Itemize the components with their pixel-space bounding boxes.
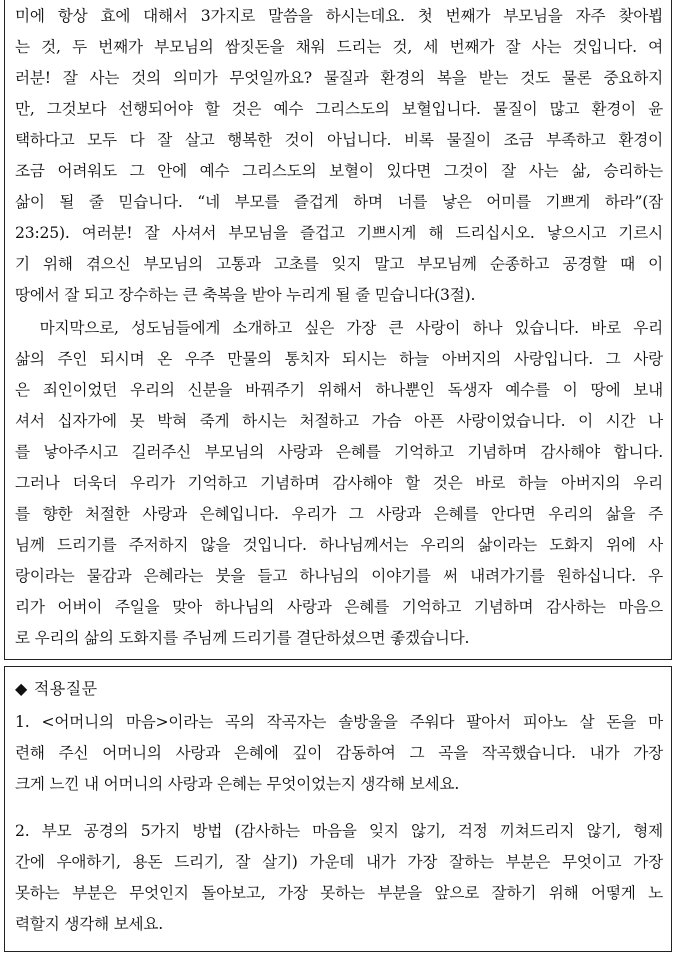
sermon-text-box	[4, 0, 672, 660]
text-line: 랑이라는 물감과 은혜라는 붓을 들고 하나님의 이야기를 써 내려가기를 원하십니다. 우	[15, 567, 663, 585]
text-line: 리가 어버이 주일을 맞아 하나님의 사랑과 은혜를 기억하고 기념하며 감사하는 마음으	[15, 598, 663, 616]
text-line: 를 낳아주시고 길러주신 부모님의 사랑과 은혜를 기억하고 기념하며 감사해야 합니다.	[15, 443, 663, 461]
text-line: 땅에서 잘 되고 장수하는 큰 축복을 받아 누리게 될 줄 믿습니다(3절).	[15, 286, 476, 304]
text-line: 로 우리의 삶의 도화지를 주님께 드리기를 결단하셨으면 좋겠습니다.	[15, 629, 470, 647]
text-line: 를 향한 처절한 사랑과 은혜입니다. 우리가 그 사랑과 은혜를 안다면 우리의 삶을 주	[15, 505, 663, 523]
application-questions-box	[4, 666, 672, 952]
heading-label: 적용질문	[33, 679, 98, 698]
question-line: 못하는 부분은 무엇인지 돌아보고, 가장 못하는 부분을 앞으로 잘하기 위해 어떻게 노	[15, 884, 663, 902]
text-line: 택하다고 모두 다 잘 살고 행복한 것이 아닙니다. 비록 물질이 조금 부족하고 환경이	[15, 131, 663, 149]
question-line: 2. 부모 공경의 5가지 방법 (감사하는 마음을 잊지 않기, 걱정 끼쳐드리지 않기, 형제	[15, 822, 663, 840]
text-line: 만, 그것보다 선행되어야 할 것은 예수 그리스도의 보혈입니다. 물질이 많고 환경이 윤	[15, 100, 663, 118]
text-line: 그러나 더욱더 우리가 기억하고 기념하며 감사해야 할 것은 바로 하늘 아버지의 우리	[15, 474, 663, 492]
text-line: 마지막으로, 성도님들에게 소개하고 싶은 가장 큰 사랑이 하나 있습니다. 바로 우리	[15, 319, 663, 337]
text-line: 은 죄인이었던 우리의 신분을 바꿔주기 위해서 하나뿐인 독생자 예수를 이 땅에 보내	[15, 381, 663, 399]
black-diamond-icon: ◆	[15, 679, 28, 698]
question-line: 크게 느낀 내 어머니의 사랑과 은혜는 무엇이었는지 생각해 보세요.	[15, 775, 460, 793]
section-heading	[15, 679, 663, 699]
question-line: 간에 우애하기, 용돈 드리기, 잘 살기) 가운데 내가 가장 잘하는 부분은 무엇이고 가장	[15, 853, 663, 871]
question-line: 련해 주신 어머니의 사랑과 은혜에 깊이 감동하여 그 곡을 작곡했습니다. 내가 가장	[15, 744, 663, 762]
text-line: 셔서 십자가에 못 박혀 죽게 하시는 처절하고 가슴 아픈 사랑이었습니다. 이 시간 나	[15, 412, 663, 430]
text-line: 기 위해 겪으신 부모님의 고통과 고초를 잊지 말고 부모님께 순종하고 공경할 때 이	[15, 255, 663, 273]
question-line: 1. <어머니의 마음>이라는 곡의 작곡자는 솔방울을 주워다 팔아서 피아노 살 돈을 마	[15, 713, 663, 731]
text-line: 조금 어려워도 그 안에 예수 그리스도의 보혈이 있다면 그것이 잘 사는 삶, 승리하는	[15, 162, 663, 180]
text-line: 삶의 주인 되시며 온 우주 만물의 통치자 되시는 하늘 아버지의 사랑입니다. 그 사랑	[15, 350, 663, 368]
question-line: 력할지 생각해 보세요.	[15, 915, 164, 933]
text-line: 삶이 될 줄 믿습니다. “네 부모를 즐겁게 하며 너를 낳은 어미를 기쁘게 하라”(잠	[15, 193, 663, 211]
text-line: 23:25). 여러분! 잘 사셔서 부모님을 즐겁고 기쁘시게 해 드리십시오. 낳으시고 기르시	[15, 224, 663, 242]
text-line: 님께 드리기를 주저하지 않을 것입니다. 하나님께서는 우리의 삶이라는 도화지 위에 사	[15, 536, 663, 554]
text-line: 는 것, 두 번째가 부모님의 쌈짓돈을 채워 드리는 것, 세 번째가 잘 사는 것입니다. 여	[15, 38, 663, 56]
text-line: 러분! 잘 사는 것의 의미가 무엇일까요? 물질과 환경의 복을 받는 것도 물론 중요하지	[15, 69, 663, 87]
text-line: 미에 항상 효에 대해서 3가지로 말씀을 하시는데요. 첫 번째가 부모님을 자주 찾아뵙	[15, 7, 663, 25]
